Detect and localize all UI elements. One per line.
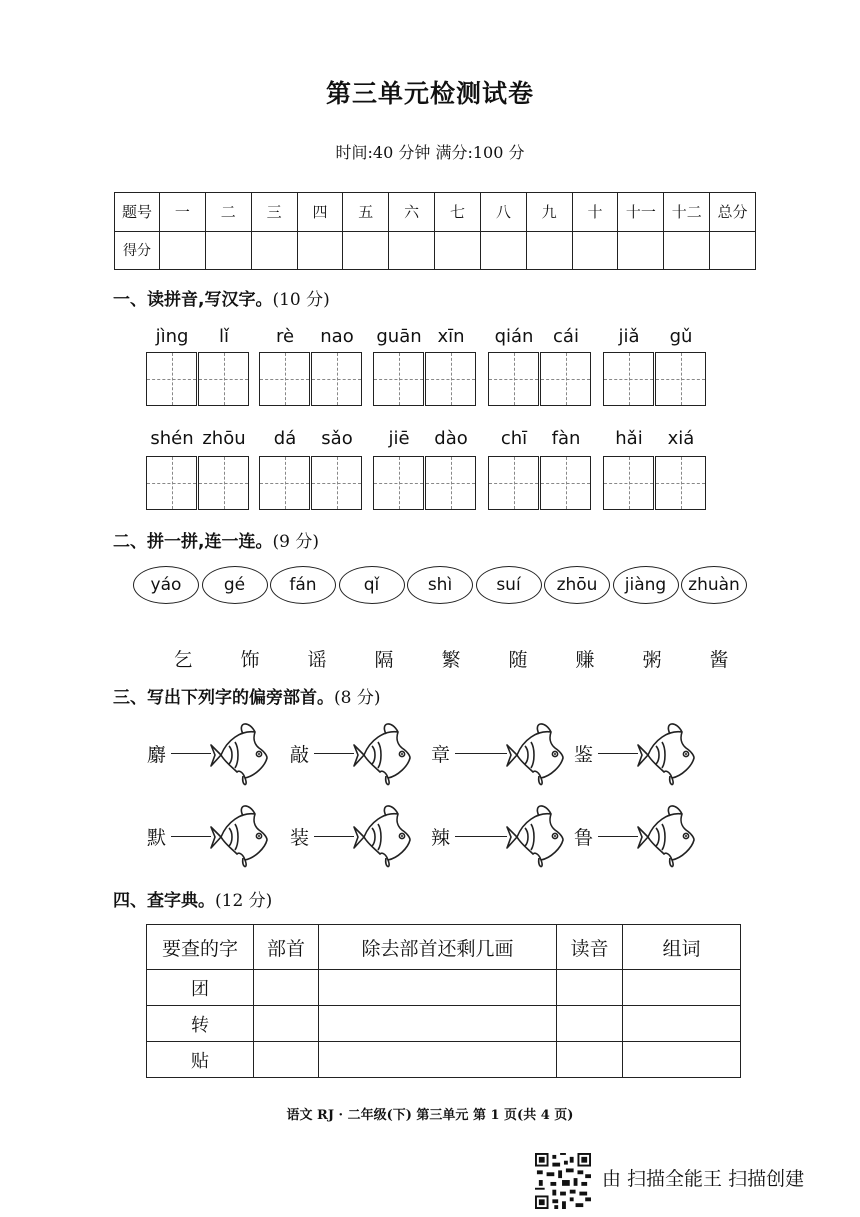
match-character[interactable]: 随	[508, 649, 528, 671]
answer-cell[interactable]	[623, 1042, 741, 1078]
writing-grid-box[interactable]	[259, 456, 310, 510]
section3-heading: 三、写出下列字的偏旁部首。(8 分)	[113, 688, 381, 708]
lookup-character: 转	[147, 1006, 254, 1042]
connector-line	[455, 836, 507, 837]
score-column-header: 九	[526, 193, 572, 232]
pinyin-label: cái	[553, 326, 579, 347]
score-cell[interactable]	[160, 231, 206, 270]
score-header-row	[115, 193, 756, 232]
score-value-row	[115, 231, 756, 270]
match-character[interactable]: 赚	[575, 649, 595, 671]
lookup-character: 贴	[147, 1042, 254, 1078]
score-row-label: 得分	[115, 231, 160, 270]
dictionary-column-header: 读音	[557, 925, 623, 970]
writing-grid-box[interactable]	[540, 456, 591, 510]
pinyin-oval[interactable]: jiàng	[613, 566, 679, 604]
fish-answer-icon[interactable]	[636, 802, 698, 872]
writing-grid-box[interactable]	[425, 456, 476, 510]
score-cell[interactable]	[343, 231, 389, 270]
pinyin-label: fàn	[551, 428, 581, 449]
score-cell[interactable]	[480, 231, 526, 270]
writing-grid-box[interactable]	[373, 352, 424, 406]
score-column-header: 五	[343, 193, 389, 232]
page-title: 第三单元检测试卷	[325, 79, 534, 108]
writing-grid-box[interactable]	[198, 456, 249, 510]
dictionary-column-header: 组词	[623, 925, 741, 970]
match-character[interactable]: 隔	[374, 649, 394, 671]
fish-answer-icon[interactable]	[209, 720, 271, 790]
score-column-header: 四	[297, 193, 343, 232]
dictionary-column-header: 除去部首还剩几画	[319, 925, 557, 970]
answer-cell[interactable]	[557, 1006, 623, 1042]
writing-grid-box[interactable]	[488, 456, 539, 510]
score-cell[interactable]	[618, 231, 664, 270]
radical-character: 装	[290, 827, 310, 849]
connector-line	[598, 836, 638, 837]
answer-cell[interactable]	[319, 1042, 557, 1078]
writing-grid-box[interactable]	[488, 352, 539, 406]
fish-answer-icon[interactable]	[505, 720, 567, 790]
pinyin-label: xiá	[667, 428, 695, 449]
answer-cell[interactable]	[623, 970, 741, 1006]
match-character[interactable]: 酱	[709, 649, 729, 671]
writing-grid-box[interactable]	[373, 456, 424, 510]
score-header-label: 题号	[115, 193, 160, 232]
pinyin-label: sǎo	[321, 428, 353, 449]
pinyin-label: guān	[376, 326, 422, 347]
match-character[interactable]: 谣	[307, 649, 327, 671]
answer-cell[interactable]	[623, 1006, 741, 1042]
lookup-character: 团	[147, 970, 254, 1006]
writing-grid-box[interactable]	[425, 352, 476, 406]
score-column-header: 一	[160, 193, 206, 232]
section1-heading: 一、读拼音,写汉字。(10 分)	[113, 290, 330, 310]
pinyin-label: chī	[500, 428, 528, 449]
writing-grid-box[interactable]	[540, 352, 591, 406]
pinyin-label: jiǎ	[618, 326, 640, 347]
score-cell[interactable]	[251, 231, 297, 270]
dictionary-table	[146, 924, 741, 1078]
writing-grid-box[interactable]	[311, 352, 362, 406]
radical-character: 敲	[290, 744, 310, 766]
writing-grid-box[interactable]	[146, 352, 197, 406]
pinyin-oval[interactable]: yáo	[133, 566, 199, 604]
score-column-header: 总分	[710, 193, 756, 232]
pinyin-label: lǐ	[218, 326, 229, 347]
radical-character: 鲁	[574, 827, 594, 849]
pinyin-label: dào	[434, 428, 468, 449]
pinyin-oval[interactable]: fán	[270, 566, 336, 604]
score-column-header: 六	[389, 193, 435, 232]
fish-answer-icon[interactable]	[209, 802, 271, 872]
dictionary-row	[147, 1006, 741, 1042]
radical-character: 默	[147, 827, 167, 849]
dictionary-column-header: 部首	[254, 925, 319, 970]
pinyin-label: qián	[494, 326, 534, 347]
section2-heading: 二、拼一拼,连一连。(9 分)	[113, 532, 319, 552]
match-character[interactable]: 繁	[441, 649, 461, 671]
score-column-header: 十	[572, 193, 618, 232]
connector-line	[598, 753, 638, 754]
score-cell[interactable]	[572, 231, 618, 270]
connector-line	[455, 753, 507, 754]
fish-answer-icon[interactable]	[352, 802, 414, 872]
fish-answer-icon[interactable]	[352, 720, 414, 790]
score-table	[114, 192, 756, 270]
answer-cell[interactable]	[557, 970, 623, 1006]
score-column-header: 七	[435, 193, 481, 232]
score-cell[interactable]	[435, 231, 481, 270]
dictionary-header-row	[147, 925, 741, 970]
score-column-header: 三	[251, 193, 297, 232]
exam-meta: 时间:40 分钟 满分:100 分	[335, 143, 525, 162]
section4-heading: 四、查字典。(12 分)	[113, 891, 273, 911]
pinyin-oval[interactable]: zhuàn	[681, 566, 747, 604]
answer-cell[interactable]	[557, 1042, 623, 1078]
answer-cell[interactable]	[319, 970, 557, 1006]
score-column-header: 十二	[664, 193, 710, 232]
score-cell[interactable]	[205, 231, 251, 270]
match-character[interactable]: 饰	[240, 649, 260, 671]
answer-cell[interactable]	[319, 1006, 557, 1042]
score-cell[interactable]	[297, 231, 343, 270]
pinyin-label: hǎi	[615, 428, 643, 449]
radical-character: 鉴	[574, 744, 594, 766]
pinyin-oval[interactable]: qǐ	[339, 566, 405, 604]
writing-grid-box[interactable]	[198, 352, 249, 406]
pinyin-label: rè	[275, 326, 295, 347]
radical-character: 章	[431, 744, 451, 766]
score-cell[interactable]	[526, 231, 572, 270]
writing-grid-box[interactable]	[259, 352, 310, 406]
dictionary-column-header: 要查的字	[147, 925, 254, 970]
pinyin-label: shén	[150, 428, 194, 449]
score-cell[interactable]	[710, 231, 756, 270]
match-character[interactable]: 粥	[642, 649, 662, 671]
score-cell[interactable]	[389, 231, 435, 270]
dictionary-row	[147, 970, 741, 1006]
pinyin-label: jìng	[155, 326, 189, 347]
scanner-watermark: 由 扫描全能王 扫描创建	[602, 1168, 805, 1190]
score-column-header: 十一	[618, 193, 664, 232]
dictionary-row	[147, 1042, 741, 1078]
answer-cell[interactable]	[254, 1006, 319, 1042]
match-character[interactable]: 乞	[173, 649, 193, 671]
connector-line	[171, 753, 211, 754]
pinyin-label: jiē	[388, 428, 410, 449]
pinyin-oval[interactable]: suí	[476, 566, 542, 604]
connector-line	[314, 753, 354, 754]
writing-grid-box[interactable]	[311, 456, 362, 510]
fish-answer-icon[interactable]	[636, 720, 698, 790]
pinyin-label: gǔ	[669, 326, 693, 347]
connector-line	[314, 836, 354, 837]
pinyin-oval[interactable]: zhōu	[544, 566, 610, 604]
fish-answer-icon[interactable]	[505, 802, 567, 872]
answer-cell[interactable]	[254, 1042, 319, 1078]
score-cell[interactable]	[664, 231, 710, 270]
writing-grid-box[interactable]	[655, 352, 706, 406]
score-column-header: 八	[480, 193, 526, 232]
radical-character: 辣	[431, 827, 451, 849]
connector-line	[171, 836, 211, 837]
pinyin-label: xīn	[437, 326, 465, 347]
writing-grid-box[interactable]	[603, 456, 654, 510]
pinyin-label: nao	[320, 326, 354, 347]
pinyin-label: zhōu	[202, 428, 246, 449]
pinyin-oval[interactable]: shì	[407, 566, 473, 604]
radical-character: 麝	[147, 744, 167, 766]
answer-cell[interactable]	[254, 970, 319, 1006]
writing-grid-box[interactable]	[655, 456, 706, 510]
pinyin-label: dá	[273, 428, 297, 449]
qr-code-icon	[535, 1153, 591, 1209]
pinyin-oval[interactable]: gé	[202, 566, 268, 604]
score-column-header: 二	[205, 193, 251, 232]
writing-grid-box[interactable]	[146, 456, 197, 510]
writing-grid-box[interactable]	[603, 352, 654, 406]
page-footer: 语文 RJ · 二年级(下) 第三单元 第 1 页(共 4 页)	[286, 1108, 574, 1123]
